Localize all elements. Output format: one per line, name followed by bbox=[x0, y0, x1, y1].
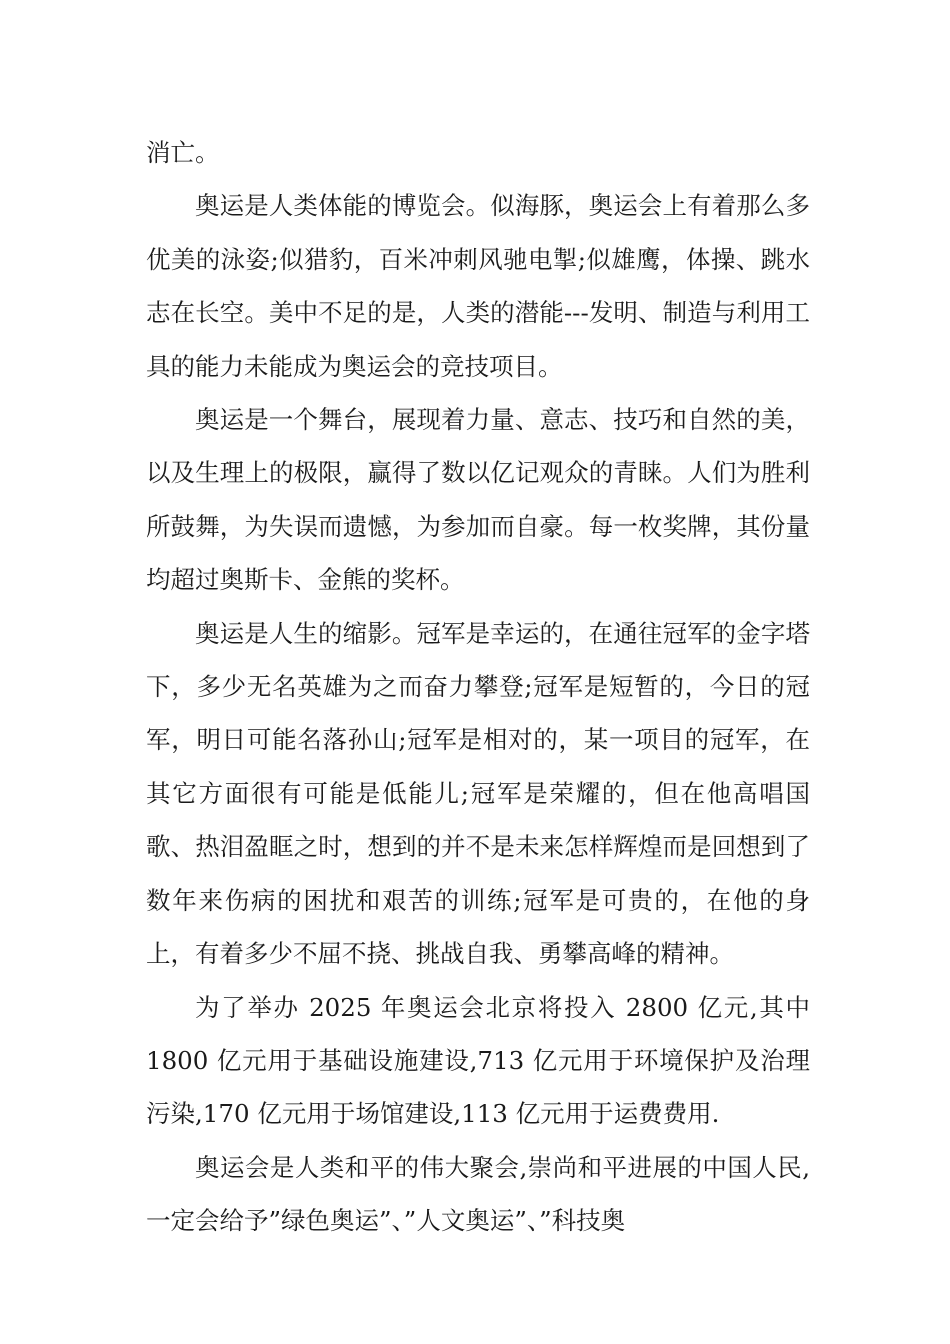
paragraph-1: 消亡。 bbox=[146, 138, 220, 167]
paragraph-3: 奥运是一个舞台，展现着力量、意志、技巧和自然的美，以及生理上的极限，赢得了数以亿记观众的青睐。人们为胜利所鼓舞，为失误而遗憾，为参加而自豪。每一枚奖牌，其份量均超过奥斯卡、金熊的奖杯。 bbox=[146, 405, 810, 595]
paragraph-6: 奥运会是人类和平的伟大聚会,崇尚和平进展的中国人民,一定会给予”绿色奥运”、”人文奥运”、”科技奥 bbox=[146, 1152, 810, 1236]
paragraph-4: 奥运是人生的缩影。冠军是幸运的，在通往冠军的金字塔下，多少无名英雄为之而奋力攀登;冠军是短暂的，今日的冠军，明日可能名落孙山;冠军是相对的，某一项目的冠军，在其它方面很有可能是低能儿;冠军是荣耀的，但在他高唱国歌、热泪盈眶之时，想到的并不是未来怎样辉煌而是回想到了数年来伤病的困扰和艰苦的训练;冠军是可贵的，在他的身上，有着多少不屈不挠、挑战自我、勇攀高峰的精神。 bbox=[146, 618, 810, 969]
paragraph-2: 奥运是人类体能的博览会。似海豚，奥运会上有着那么多优美的泳姿;似猎豹，百米冲刺风驰电掣;似雄鹰，体操、跳水志在长空。美中不足的是，人类的潜能---发明、制造与利用工具的能力未能成为奥运会的竞技项目。 bbox=[146, 191, 810, 381]
paragraph-5: 为了举办 2025 年奥运会北京将投入 2800 亿元,其中 1800 亿元用于基础设施建设,713 亿元用于环境保护及治理污染,170 亿元用于场馆建设,113 亿元用于运费费用. bbox=[146, 992, 810, 1129]
document-body bbox=[146, 126, 810, 1248]
